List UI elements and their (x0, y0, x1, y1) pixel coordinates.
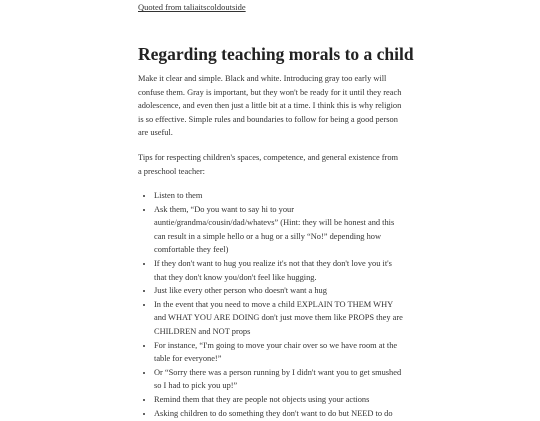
list-item: • In the event that you need to move a child EXPLAIN TO THEM WHY and WHAT YOU ARE DOING don't just move them like PROPS they are CHILDREN and NOT props (154, 298, 403, 339)
quoted-from-link[interactable]: Quoted from taliaitscoldoutside (138, 2, 246, 12)
list-item: • Remind them that they are people not objects using your actions (154, 393, 403, 407)
list-item: • Listen to them (154, 189, 403, 203)
post-title: Regarding teaching morals to a child (138, 44, 414, 64)
tips-list (138, 189, 403, 420)
intro-paragraph: Make it clear and simple. Black and white. Introducing gray too early will confuse them. Gray is important, but they won't be ready for it until they reach adolescence, and even then just a little bit at a time. I think this is why religion is so effective. Simple rules and boundaries to follow for being a good person are useful. (138, 74, 402, 138)
list-item: • Asking children to do something they don't want to do but NEED to do (154, 407, 403, 421)
list-item: • If they don't want to hug you realize it's not that they don't love you it's that they don't know you/don't feel like hugging. (154, 257, 403, 284)
tips-intro-paragraph: Tips for respecting children's spaces, competence, and general existence from a preschool teacher: (138, 153, 399, 176)
list-item: • Just like every other person who doesn't want a hug (154, 284, 403, 298)
list-item: • For instance, “I'm going to move your chair over so we have room at the table for everyone!” (154, 339, 403, 366)
list-item: • Ask them, “Do you want to say hi to your auntie/grandma/cousin/dad/whatevs” (Hint: they will be honest and this can result in a simple hello or a hug or a silly “No!” depending how comfortable they feel) (154, 203, 403, 257)
list-item: • Or “Sorry there was a person running by I didn't want you to get smushed so I had to pick you up!” (154, 366, 403, 393)
